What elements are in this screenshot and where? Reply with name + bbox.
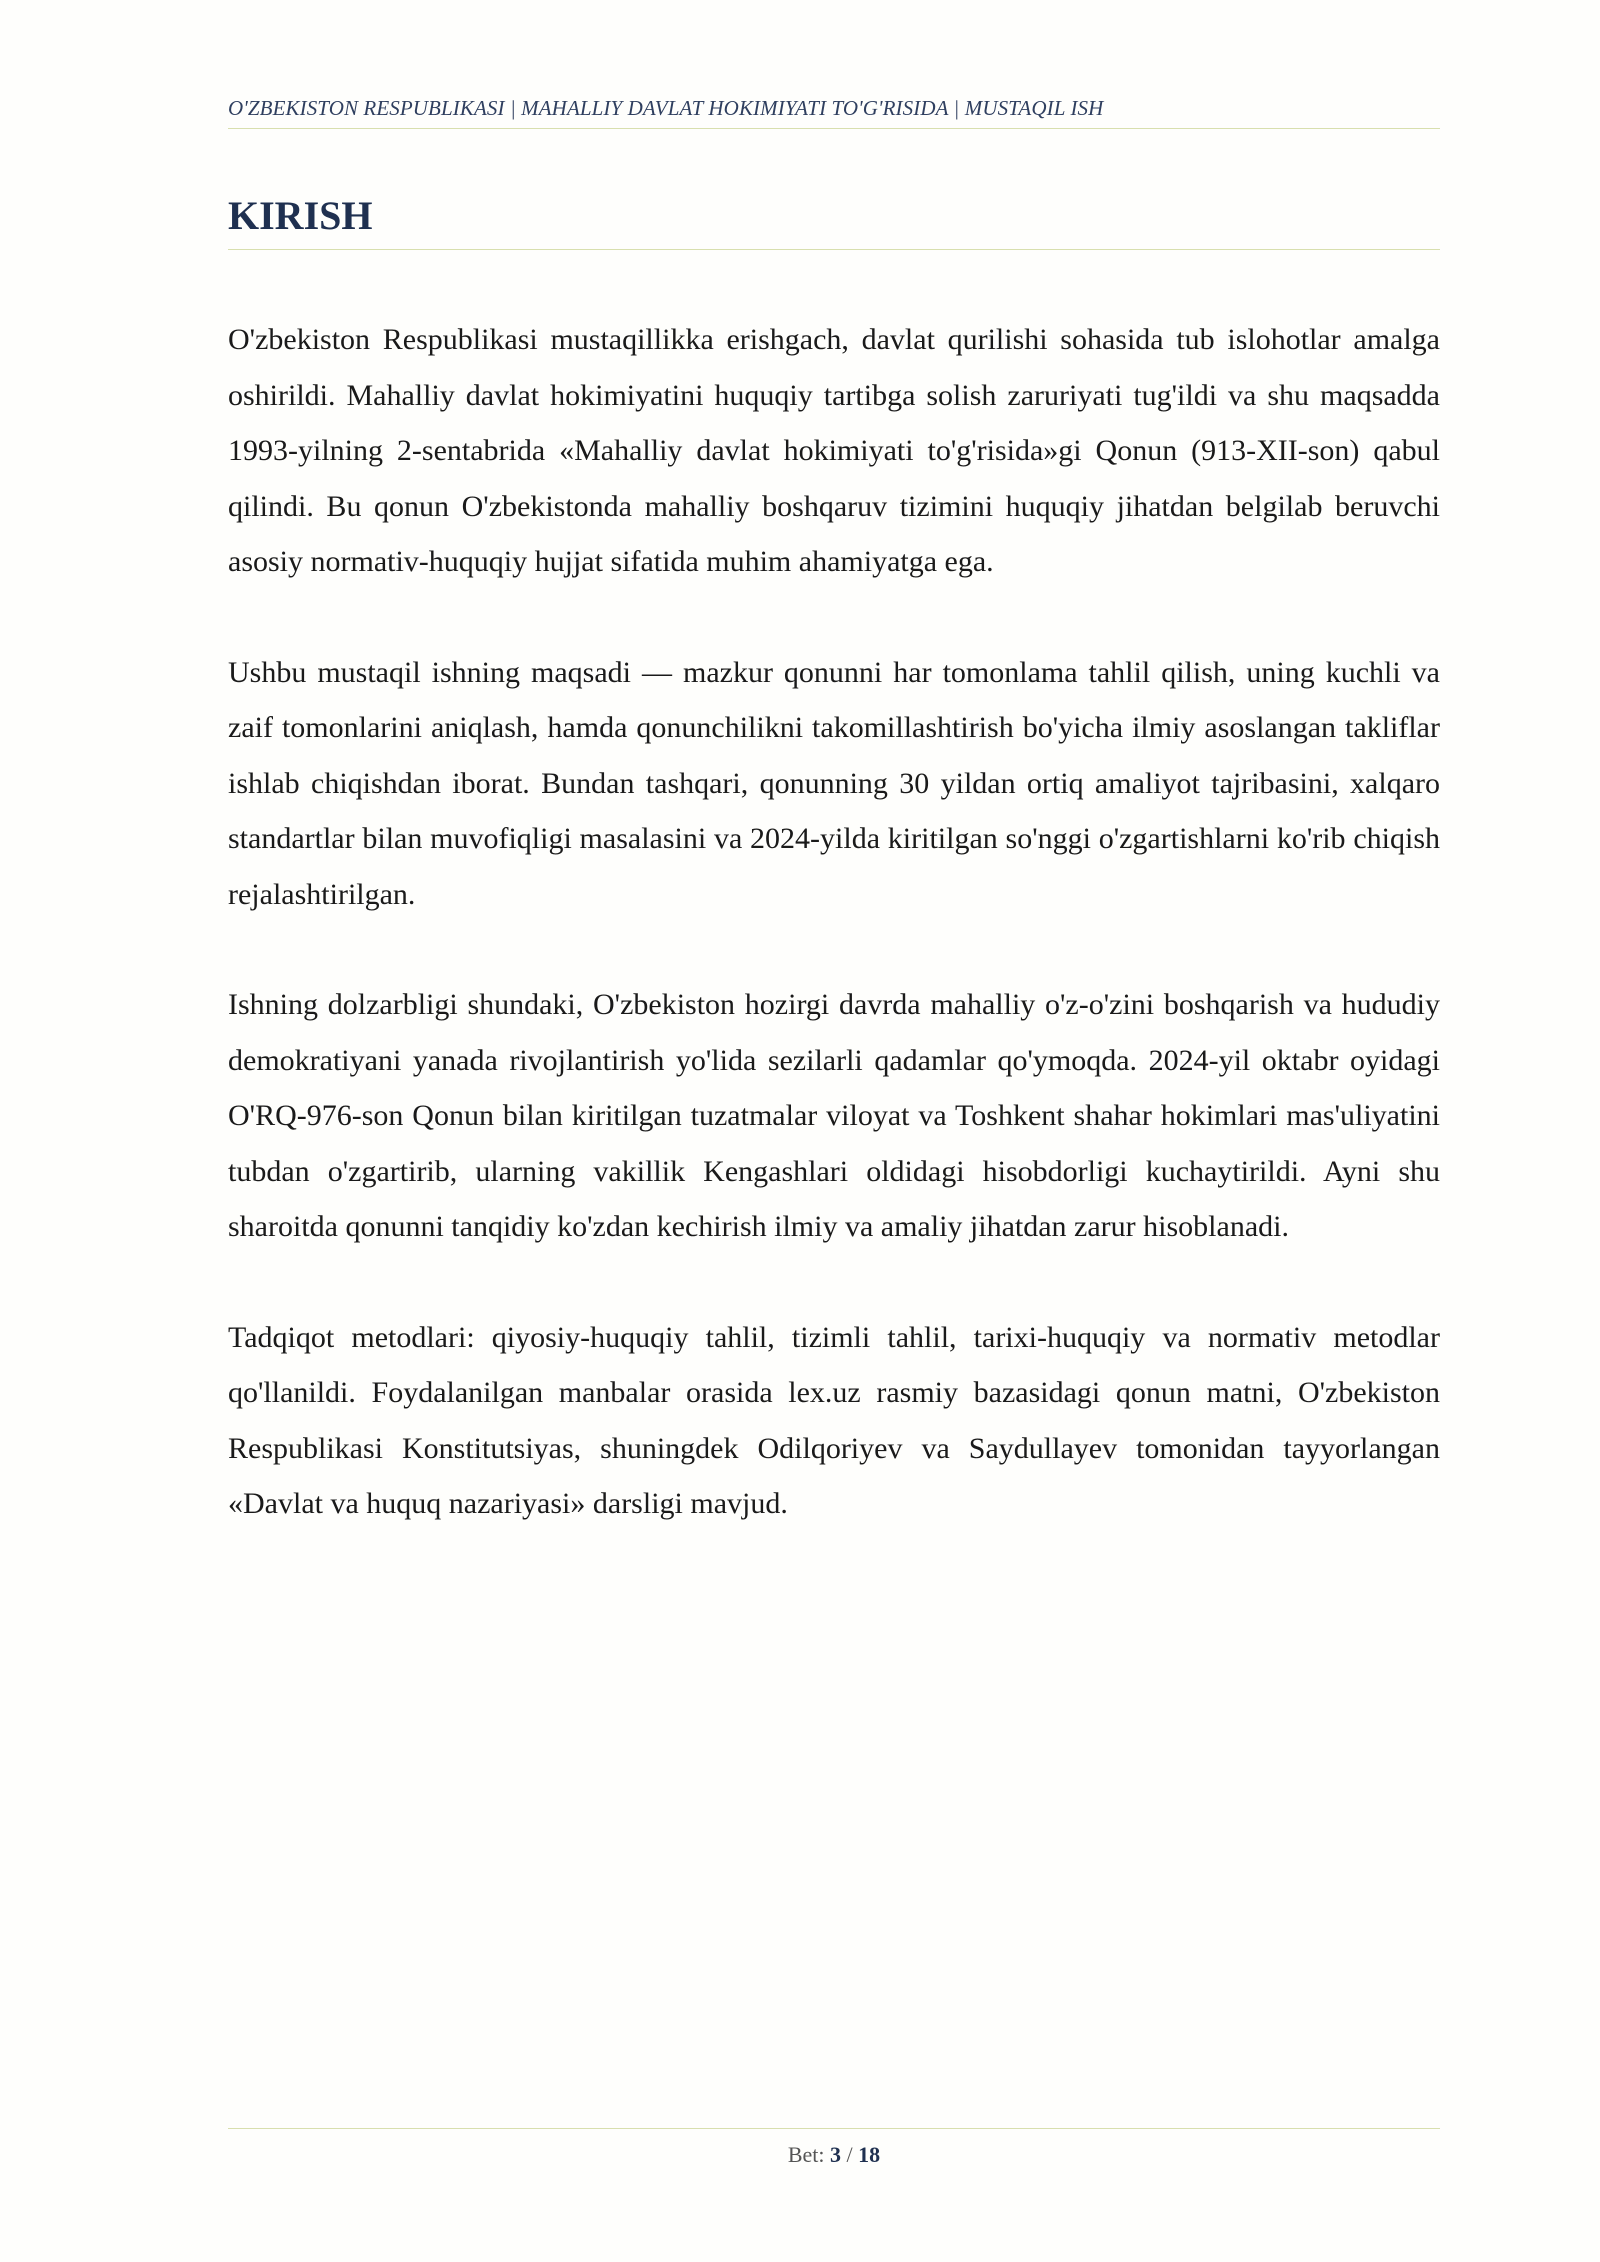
footer-divider [228,2128,1440,2129]
paragraph-goal: Ushbu mustaqil ishning maqsadi — mazkur qonunni har tomonlama tahlil qilish, uning kuchli va zaif tomonlarini aniqlash, hamda qonunchilikni takomillashtirish bo'yicha ilmiy asoslangan takliflar ishlab chiqishdan iborat. Bundan tashqari, qonunning 30 yildan ortiq amaliyot tajribasini, xalqaro standartlar bilan muvofiqligi masalasini va 2024-yilda kiritilgan so'nggi o'zgartishlarni ko'rib chiqish rejalashtirilgan. [228,655,1440,911]
section-heading: KIRISH [228,193,373,238]
page-separator: / [846,2142,853,2167]
page-footer [228,2142,1440,2168]
paragraph-intro: O'zbekiston Respublikasi mustaqillikka erishgach, davlat qurilishi sohasida tub islohotlar amalga oshirildi. Mahalliy davlat hokimiyatini huquqiy tartibga solish zaruriyati tug'ildi va shu maqsadda 1993-yilning 2-sentabrida «Mahalliy davlat hokimiyati to'g'risida»gi Qonun (913-XII-son) qabul qilindi. Bu qonun O'zbekistonda mahalliy boshqaruv tizimini huquqiy jihatdan belgilab beruvchi asosiy normativ-huquqiy hujjat sifatida muhim ahamiyatga ega. [228,323,1440,578]
running-header: O'ZBEKISTON RESPUBLIKASI | MAHALLIY DAVLAT HOKIMIYATI TO'G'RISIDA | MUSTAQIL ISH [228,96,1104,120]
section-body [228,312,1440,1587]
heading-divider [228,249,1440,250]
header-divider [228,128,1440,129]
current-page-number: 3 [830,2142,842,2167]
total-pages-number: 18 [858,2142,881,2167]
page-label: Bet: [787,2142,825,2167]
paragraph-methods: Tadqiqot metodlari: qiyosiy-huquqiy tahlil, tizimli tahlil, tarixi-huquqiy va normativ metodlar qo'llanildi. Foydalanilgan manbalar orasida lex.uz rasmiy bazasidagi qonun matni, O'zbekiston Respublikasi Konstitutsiyas, shuningdek Odilqoriyev va Saydullayev tomonidan tayyorlangan «Davlat va huquq nazariyasi» darsligi mavjud. [228,1320,1440,1520]
paragraph-relevance: Ishning dolzarbligi shundaki, O'zbekiston hozirgi davrda mahalliy o'z-o'zini boshqarish va hududiy demokratiyani yanada rivojlantirish yo'lida sezilarli qadamlar qo'ymoqda. 2024-yil oktabr oyidagi O'RQ-976-son Qonun bilan kiritilgan tuzatmalar viloyat va Toshkent shahar hokimlari mas'uliyatini tubdan o'zgartirib, ularning vakillik Kengashlari oldidagi hisobdorligi kuchaytirildi. Ayni shu sharoitda qonunni tanqidiy ko'zdan kechirish ilmiy va amaliy jihatdan zarur hisoblanadi. [228,988,1440,1243]
